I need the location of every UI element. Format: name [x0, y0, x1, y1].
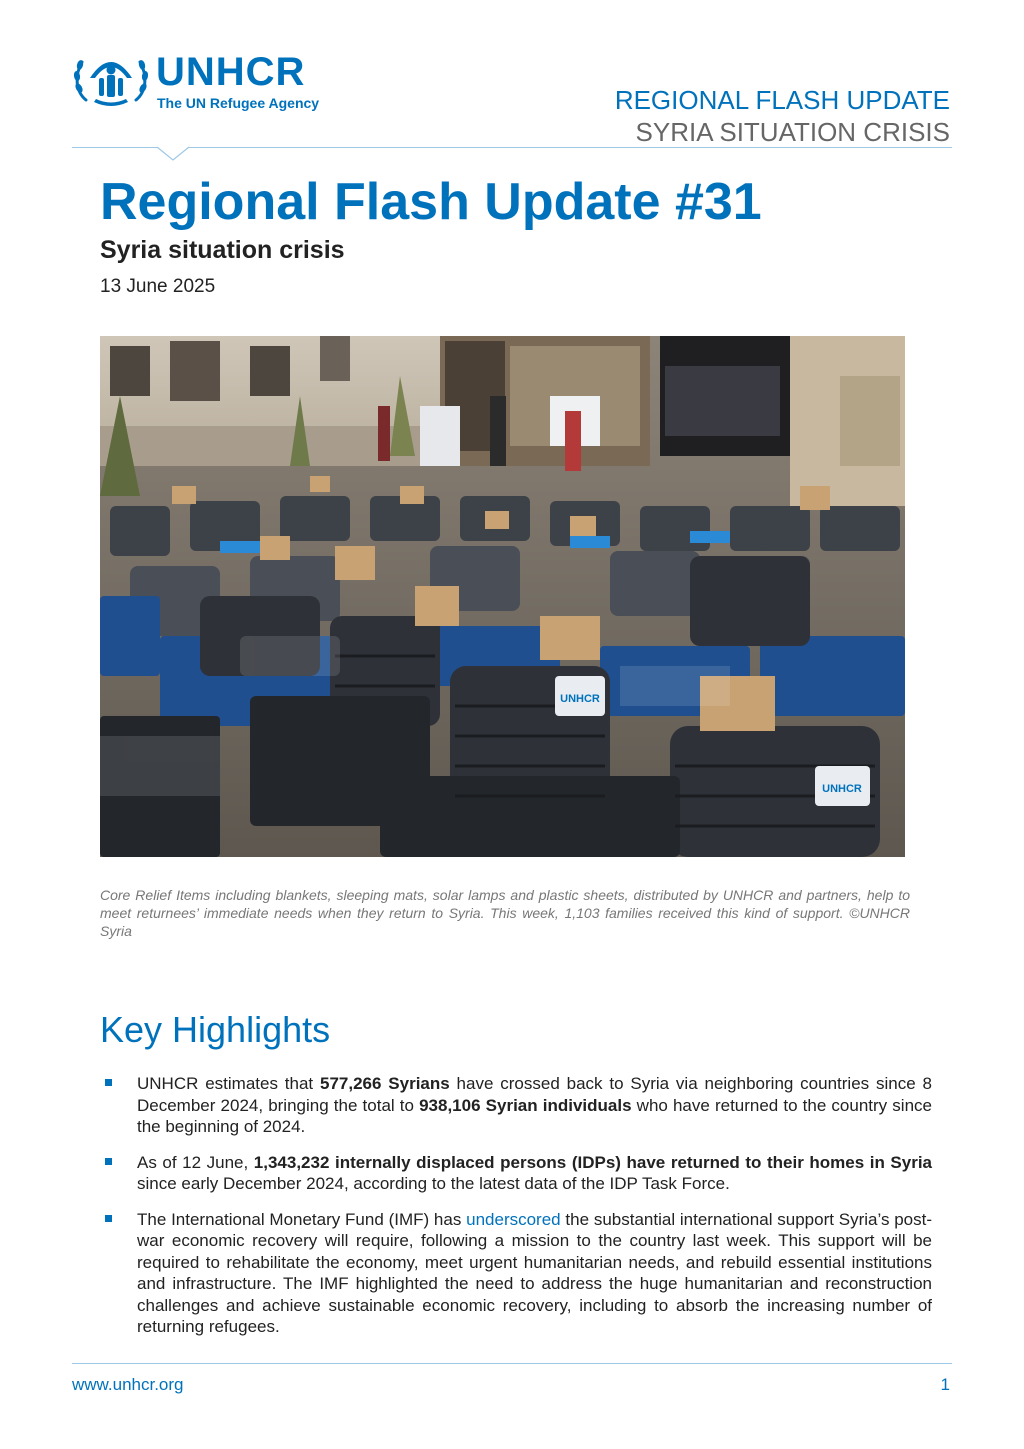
bullet-square-icon — [105, 1215, 112, 1222]
unhcr-logo — [72, 48, 342, 110]
bullet-text: who have returned to the country since the beginning of 2024. — [137, 1095, 932, 1136]
bullet-strong: 938,106 Syrian individuals — [419, 1095, 632, 1115]
publication-date: 13 June 2025 — [100, 276, 216, 297]
header-situation: SYRIA SITUATION CRISIS — [635, 117, 950, 147]
list-item — [100, 1209, 932, 1338]
page-subtitle: Syria situation crisis — [100, 236, 345, 264]
highlights-list — [100, 1073, 932, 1352]
underscored-link[interactable]: underscored — [466, 1209, 561, 1229]
bullet-text: the substantial international support Syria’s post-war economic recovery will require, following a mission to the country last week. This support will be required to rehabilitate the economy, meet urgent humanitarian needs, and rebuild essential institutions and infrastructure. The IMF highlighted the need to address the huge humanitarian and reconstruction challenges and achieve sustainable economic recovery, including to absorb the increasing number of returning refugees. — [137, 1209, 933, 1336]
bullet-text: UNHCR estimates that — [137, 1074, 320, 1093]
brand-name: UNHCR — [156, 50, 306, 94]
relief-items-photo — [100, 336, 905, 857]
footer-website-link[interactable]: www.unhcr.org — [72, 1375, 184, 1394]
header-notch-icon — [156, 146, 190, 162]
bullet-strong: 577,266 Syrians — [320, 1074, 450, 1093]
unhcr-emblem-icon — [72, 48, 150, 110]
bullet-text: As of 12 June, — [137, 1152, 254, 1172]
list-item — [100, 1152, 932, 1195]
list-item — [100, 1073, 932, 1138]
header-report-type: REGIONAL FLASH UPDATE — [614, 85, 950, 115]
bullet-text: The International Monetary Fund (IMF) has — [137, 1209, 467, 1229]
footer-divider — [72, 1363, 952, 1364]
blanket-label-text-2: UNHCR — [822, 783, 862, 795]
page-title: Regional Flash Update #31 — [100, 173, 762, 231]
photo-caption: Core Relief Items including blankets, sleeping mats, solar lamps and plastic sheets, distributed by UNHCR and partners, help to meet returnees’ immediate needs when they return to Syria. This week, 1,103 families received this kind of support. ©UNHCR Syria — [100, 887, 910, 939]
bullet-strong: 1,343,232 internally displaced persons (IDPs) have returned to their homes in Syria — [253, 1152, 933, 1172]
bullet-text: since early December 2024, according to the latest data of the IDP Task Force. — [137, 1174, 730, 1193]
bullet-square-icon — [105, 1079, 112, 1086]
header-divider — [72, 147, 952, 148]
section-heading-key-highlights: Key Highlights — [100, 1009, 331, 1050]
bullet-text: have crossed back to Syria via neighboring countries since 8 December 2024, bringing the total to — [137, 1074, 932, 1115]
bullet-square-icon — [105, 1158, 112, 1165]
blanket-label-text: UNHCR — [560, 693, 600, 705]
brand-tagline: The UN Refugee Agency — [157, 95, 320, 111]
page-number: 1 — [940, 1375, 950, 1394]
